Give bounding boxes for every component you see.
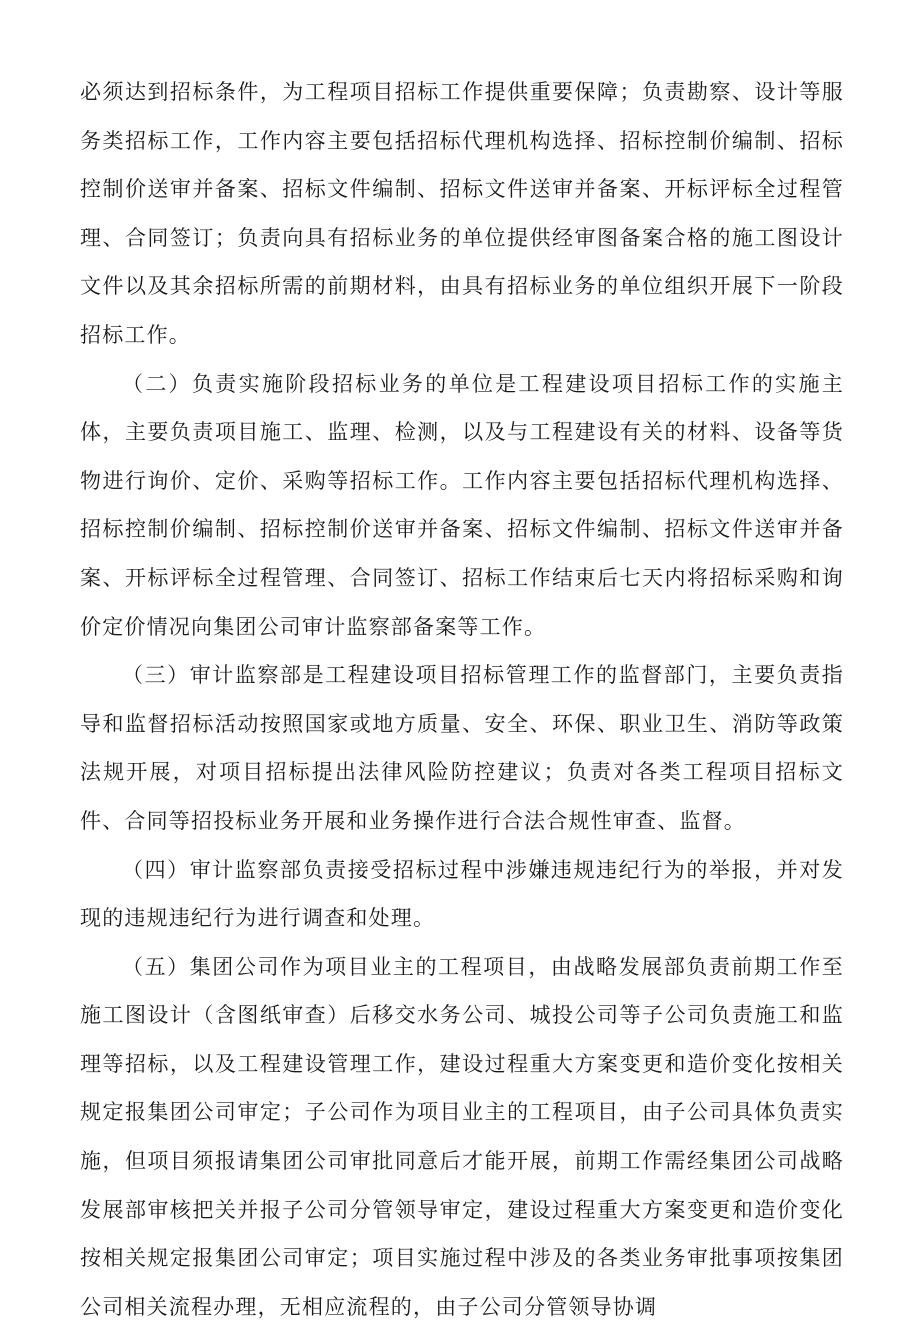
paragraph-item-2: （二）负责实施阶段招标业务的单位是工程建设项目招标工作的实施主体，主要负责项目施工、监理、检测，以及与工程建设有关的材料、设备等货物进行询价、定价、采购等招标工作。工作内容主要包括招标代理机构选择、招标控制价编制、招标控制价送审并备案、招标文件编制、招标文件送审并备案、开标评标全过程管理、合同签订、招标工作结束后七天内将招标采购和询价定价情况向集团公司审计监察部备案等工作。 [80, 371, 844, 639]
document-body [80, 68, 844, 1331]
paragraph-continued: 必须达到招标条件，为工程项目招标工作提供重要保障；负责勘察、设计等服务类招标工作，工作内容主要包括招标代理机构选择、招标控制价编制、招标控制价送审并备案、招标文件编制、招标文件送审并备案、开标评标全过程管理、合同签订；负责向具有招标业务的单位提供经审图备案合格的施工图设计文件以及其余招标所需的前期材料，由具有招标业务的单位组织开展下一阶段招标工作。 [80, 80, 844, 347]
paragraph-item-4: （四）审计监察部负责接受招标过程中涉嫌违规违纪行为的举报，并对发现的违规违纪行为进行调查和处理。 [80, 857, 844, 931]
paragraph-item-5: （五）集团公司作为项目业主的工程项目，由战略发展部负责前期工作至施工图设计（含图纸审查）后移交水务公司、城投公司等子公司负责施工和监理等招标，以及工程建设管理工作，建设过程重大方案变更和造价变化按相关规定报集团公司审定；子公司作为项目业主的工程项目，由子公司具体负责实施，但项目须报请集团公司审批同意后才能开展，前期工作需经集团公司战略发展部审核把关并报子公司分管领导审定，建设过程重大方案变更和造价变化按相关规定报集团公司审定；项目实施过程中涉及的各类业务审批事项按集团公司相关流程办理，无相应流程的，由子公司分管领导协调 [80, 954, 844, 1319]
paragraph-item-3: （三）审计监察部是工程建设项目招标管理工作的监督部门，主要负责指导和监督招标活动按照国家或地方质量、安全、环保、职业卫生、消防等政策法规开展，对项目招标提出法律风险防控建议；负责对各类工程项目招标文件、合同等招投标业务开展和业务操作进行合法合规性审查、监督。 [80, 663, 844, 833]
